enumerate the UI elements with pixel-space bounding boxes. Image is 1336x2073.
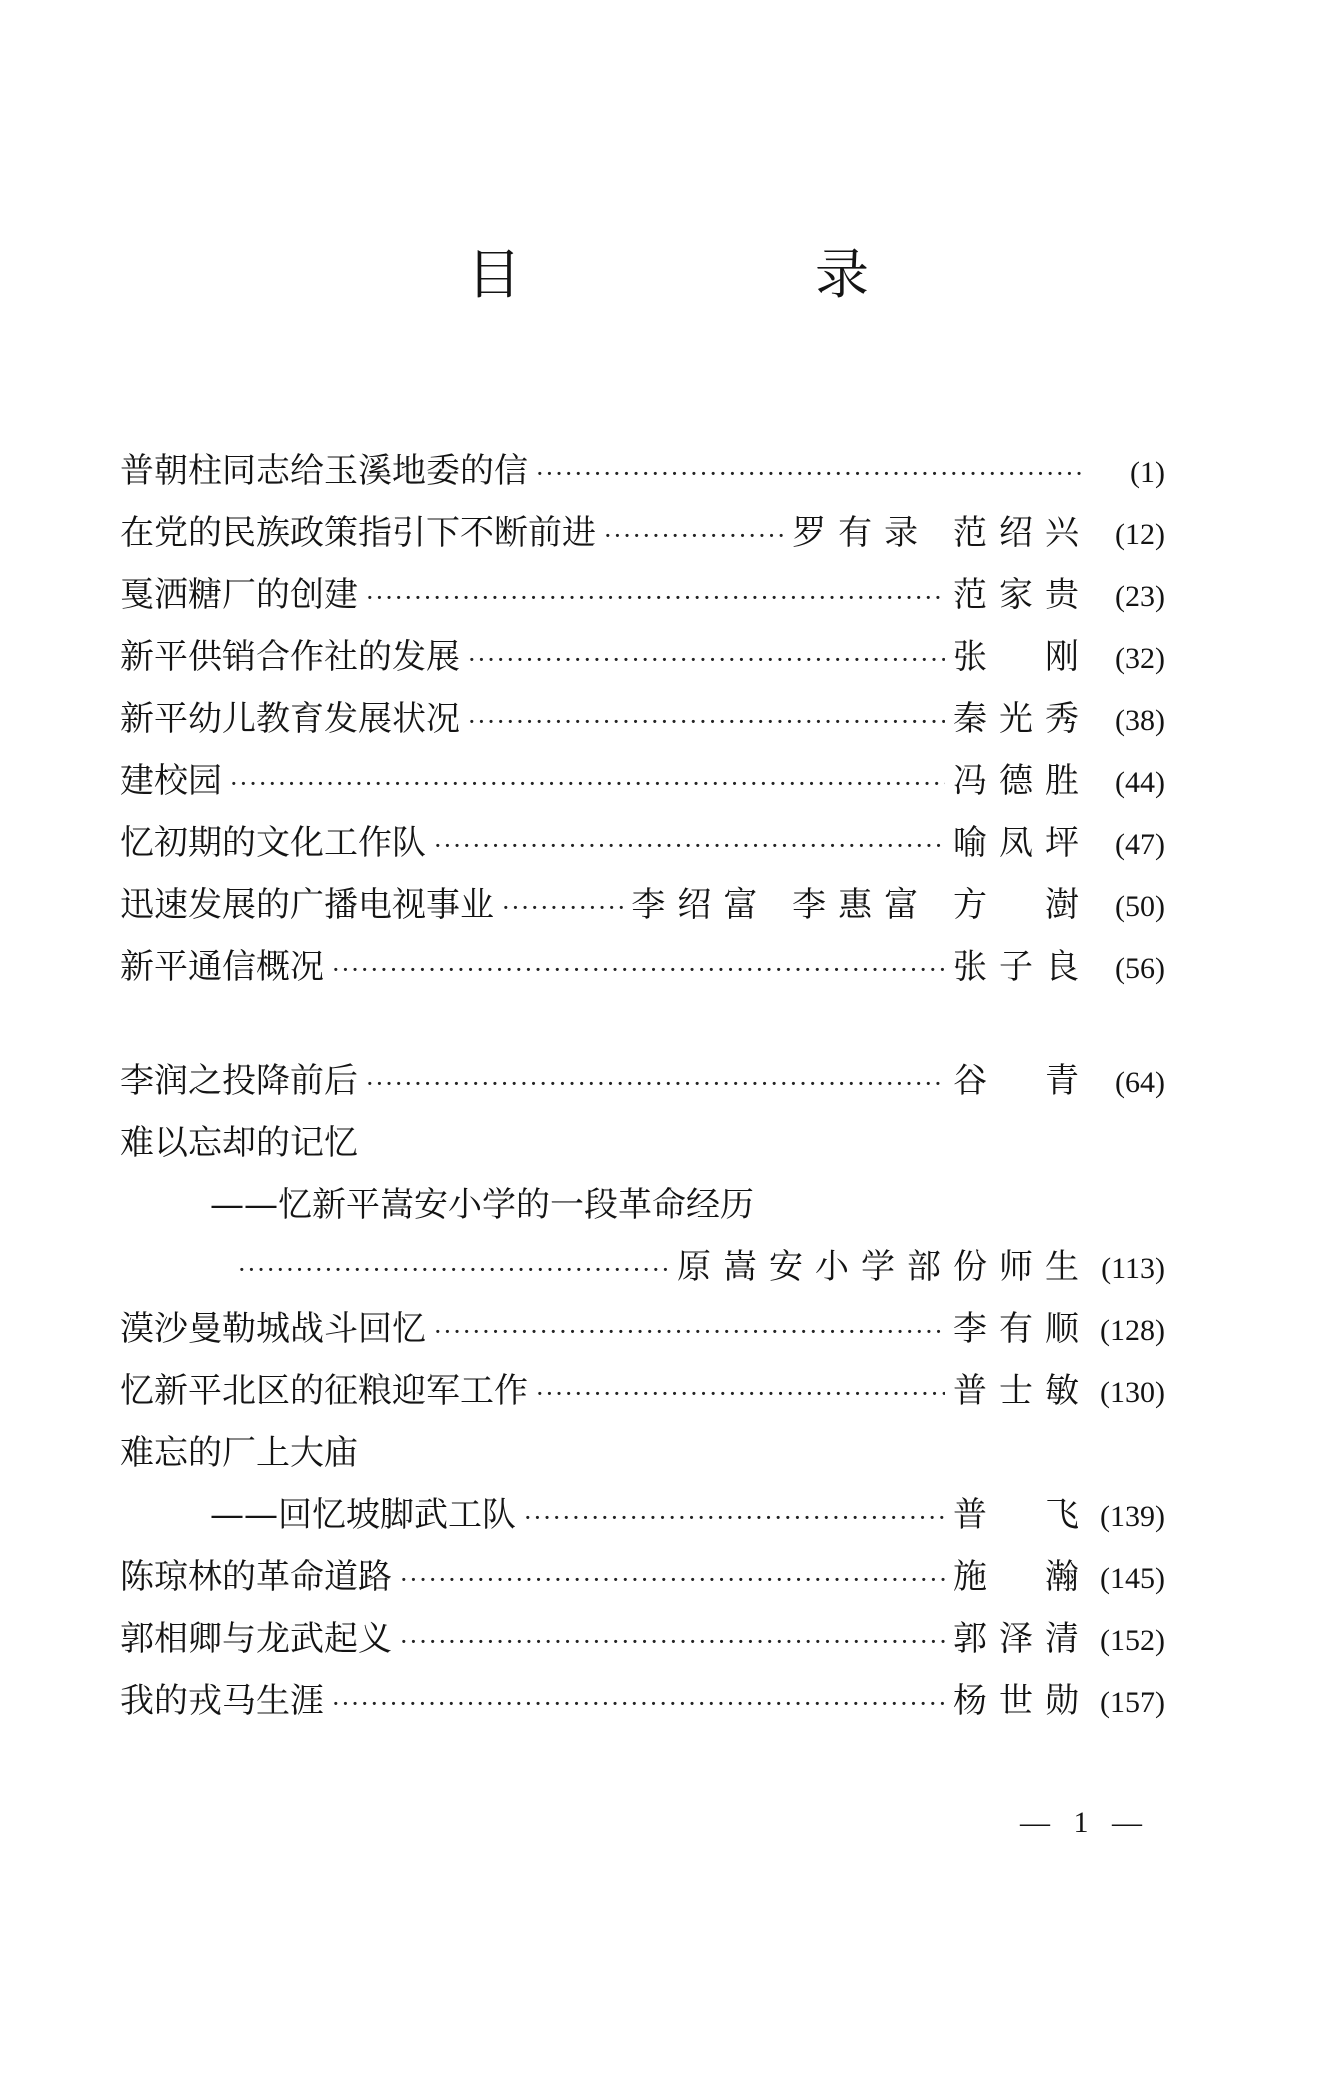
entry-author: 罗有录 范绍兴 [792,513,1091,553]
toc-entry[interactable] [120,1112,1165,1174]
entry-page: (128) [1100,1314,1165,1347]
entry-page: (145) [1100,1562,1165,1595]
toc-entry[interactable] [120,812,1165,874]
entry-page: (113) [1101,1252,1165,1285]
entry-page: (157) [1100,1686,1165,1719]
leader-dots [536,443,1083,505]
toc-entry-subtitle[interactable] [120,1484,1165,1546]
leader-dots [238,1239,669,1301]
entry-title: 普朝柱同志给玉溪地委的信 [120,451,528,491]
entry-page: (50) [1115,890,1165,923]
entry-author: 张 刚 [953,637,1091,677]
entry-title: 新平供销合作社的发展 [120,637,460,677]
toc-entry[interactable] [120,1422,1165,1484]
entry-page: (12) [1115,518,1165,551]
entry-page: (32) [1115,642,1165,675]
entry-title: 新平通信概况 [120,947,324,987]
leader-dots [524,1487,945,1549]
entry-author: 喻凤坪 [953,823,1091,863]
entry-title: 郭相卿与龙武起义 [120,1619,392,1659]
entry-title: 建校园 [120,761,222,801]
leader-dots [230,753,945,815]
entry-page: (1) [1130,456,1165,489]
entry-author: 冯德胜 [953,761,1091,801]
leader-dots [400,1611,945,1673]
entry-author: 张子良 [953,947,1091,987]
entry-author: 谷 青 [953,1061,1091,1101]
entry-page: (44) [1115,766,1165,799]
page-number: — 1 — [1020,1806,1150,1839]
entry-page: (152) [1100,1624,1165,1657]
entry-author: 杨世勋 [953,1681,1091,1721]
leader-dots [332,939,945,1001]
toc-entry[interactable] [120,688,1165,750]
leader-dots [468,691,945,753]
entry-page: (38) [1115,704,1165,737]
entry-title: 忆初期的文化工作队 [120,823,426,863]
entry-author: 普士敏 [953,1371,1091,1411]
entry-page: (47) [1115,828,1165,861]
toc-section-1 [120,440,1165,998]
entry-title: 陈琼林的革命道路 [120,1557,392,1597]
toc-entry[interactable] [120,1298,1165,1360]
leader-dots [366,567,945,629]
leader-dots [434,1301,945,1363]
entry-author: 郭泽清 [953,1619,1091,1659]
leader-dots [332,1673,945,1735]
leader-dots [400,1549,945,1611]
entry-title: 在党的民族政策指引下不断前进 [120,513,596,553]
entry-title: 忆新平北区的征粮迎军工作 [120,1371,528,1411]
toc-entry[interactable] [120,1670,1165,1732]
entry-page: (23) [1115,580,1165,613]
entry-author: 施 瀚 [953,1557,1091,1597]
toc-entry[interactable] [120,1546,1165,1608]
toc-entry[interactable] [120,936,1165,998]
toc-entry[interactable] [120,502,1165,564]
entry-title: 漠沙曼勒城战斗回忆 [120,1309,426,1349]
entry-title: 戛洒糖厂的创建 [120,575,358,615]
entry-page: (56) [1115,952,1165,985]
toc-entry[interactable] [120,626,1165,688]
entry-page: (64) [1115,1066,1165,1099]
entry-author: 原嵩安小学部份师生 [677,1247,1091,1287]
entry-subtitle: ——回忆坡脚武工队 [210,1495,516,1535]
entry-title: 新平幼儿教育发展状况 [120,699,460,739]
toc-section-2 [120,1050,1165,1732]
toc-entry[interactable] [120,440,1165,502]
entry-title: 难忘的厂上大庙 [120,1433,358,1473]
entry-page: (139) [1100,1500,1165,1533]
leader-dots [536,1363,945,1425]
toc-entry[interactable] [120,874,1165,936]
leader-dots [502,877,623,939]
entry-author: 范家贵 [953,575,1091,615]
toc-entry[interactable] [120,750,1165,812]
entry-subtitle: ——忆新平嵩安小学的一段革命经历 [210,1185,754,1225]
leader-dots [434,815,945,877]
leader-dots [468,629,945,691]
toc-entry[interactable] [120,564,1165,626]
leader-dots [366,1053,945,1115]
entry-author: 秦光秀 [953,699,1091,739]
entry-page: (130) [1100,1376,1165,1409]
toc-entry[interactable] [120,1360,1165,1422]
toc-entry-subtitle [120,1174,1165,1236]
page-title: 目 录 [467,243,989,306]
entry-author: 李有顺 [953,1309,1091,1349]
toc-entry[interactable] [120,1050,1165,1112]
entry-title: 李润之投降前后 [120,1061,358,1101]
leader-dots [604,505,784,567]
entry-author: 李绍富 李惠富 方 澍 [631,885,1091,925]
entry-title: 我的戎马生涯 [120,1681,324,1721]
toc-entry-author-line[interactable] [120,1236,1165,1298]
entry-title: 难以忘却的记忆 [120,1123,358,1163]
entry-title: 迅速发展的广播电视事业 [120,885,494,925]
toc-entry[interactable] [120,1608,1165,1670]
entry-author: 普 飞 [953,1495,1091,1535]
